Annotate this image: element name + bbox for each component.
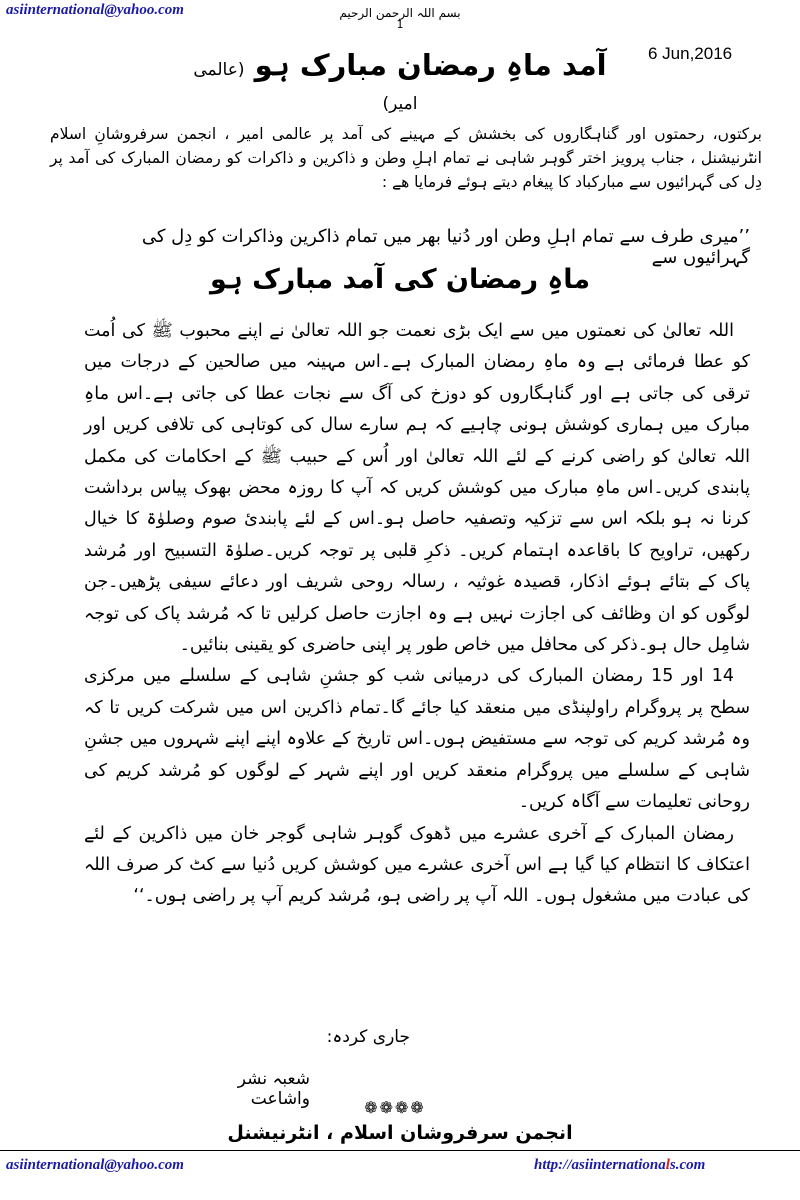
message-body xyxy=(84,316,750,913)
footer-divider xyxy=(0,1150,800,1151)
issuer-name: شعبہ نشر واشاعت xyxy=(237,1069,310,1109)
title-main: آمد ماہِ رمضان مبارک ہو xyxy=(254,48,607,82)
organization-name: انجمن سرفروشان اسلام ، انٹرنیشنل xyxy=(227,1122,573,1144)
date: 6 Jun,2016 xyxy=(648,44,733,63)
body-paragraph: 14 اور 15 رمضان المبارک کی درمیانی شب کو جشنِ شاہی کے سلسلے میں مرکزی سطح پر پروگرام راولپنڈی میں منعقد کیا جائے گا۔تمام ذاکرین اس میں شرکت کریں تا کہ وہ مُرشد کریم کی توجہ سے مستفیض ہوں۔اس تاریخ کے علاوہ اپنے اپنے شہروں میں جشنِ شاہی کے سلسلے میں پروگرام منعقد کریں اور اپنے شہر کے لوگوں کو مُرشد کریم کی روحانی تعلیمات سے آگاہ کریں۔ xyxy=(84,666,750,813)
issued-by-label: جاری کردہ: xyxy=(326,1027,410,1047)
flourish-ornament: ❁❁❁❁ xyxy=(364,1098,426,1117)
footer-website-link[interactable] xyxy=(534,1157,705,1174)
intro-paragraph: برکتوں، رحمتوں اور گناہگاروں کی بخشش کے مہینے کی آمد پر عالمی امیر ، انجمن سرفروشانِ اسلام انٹرنیشنل ، جناب پرویز اختر گوہر شاہی نے تمام اہلِ وطن و ذاکرین و ذاکرات کو رمضان المبارک کی آمد پر دِل کی گہرائیوں سے مبارکباد کا پیغام دیتے ہوئے فرمایا ھے : xyxy=(50,125,762,191)
url-accent: l xyxy=(665,1157,670,1173)
page-title xyxy=(180,48,620,116)
quote-line: ’’میری طرف سے تمام اہلِ وطن اور دُنیا بھر میں تمام ذاکرین وذاکرات کو دِل کی گہرائیوں سے xyxy=(141,226,750,268)
message-heading: ماہِ رمضان کی آمد مبارک ہو xyxy=(209,264,591,295)
page-number: 1 xyxy=(396,18,404,31)
footer-email[interactable]: asiinternational@yahoo.com xyxy=(6,1157,184,1173)
url-part-1: http://asiinternationa xyxy=(534,1157,666,1173)
body-paragraph: رمضان المبارک کے آخری عشرے میں ڈھوک گوہر شاہی گوجر خان میں ذاکرین کے لئے اعتکاف کا انتظام کیا گیا ہے اس آخری عشرے میں کوشش کریں دُنیا سے کٹ کر صرف اللہ کی عبادت میں مشغول ہوں۔ اللہ آپ پر راضی ہو، مُرشد کریم آپ پر راضی ہوں۔‘‘ xyxy=(84,823,750,907)
body-paragraph: اللہ تعالیٰ کی نعمتوں میں سے ایک بڑی نعمت جو اللہ تعالیٰ نے اپنے محبوب ﷺ کی اُمت کو عطا فرمائی ہے وہ ماہِ رمضان المبارک ہے۔اس مہینہ میں صالحین کے درجات میں ترقی کی جاتی ہے اور گناہگاروں کو دوزخ کی آگ سے نجات عطا کی جاتی ہے۔اس ماہِ مبارک میں ہماری کوشش ہونی چاہیے کہ ہم سارے سال کی کوتاہی کی تلافی کریں اور اللہ تعالیٰ کو راضی کرنے کے لئے اللہ تعالیٰ اور اُس کے حبیب ﷺ کے احکامات کی مکمل پابندی کریں۔اس ماہِ مبارک میں کوشش کریں کہ آپ کا روزہ محض بھوک پیاس برداشت کرنا نہ ہو بلکہ اس سے تزکیہ وتصفیہ حاصل ہو۔اس کے لئے پابندیٔ صوم وصلوٰۃ کا خیال رکھیں، تراویح کا باقاعدہ اہتمام کریں۔ ذکرِ قلبی پر توجہ کریں۔صلوٰۃ التسبیح اور مُرشد پاک کے بتائے ہوئے اذکار، قصیدہ غوثیہ ، رسالہ روحی شریف اور دعائے سیفی پڑھیں۔جن لوگوں کو ان وظائف کی اجازت نہیں ہے وہ اجازت حاصل کرلیں تا کہ مُرشد پاک کی توجہ شامِل حال ہو۔ذکر کی محافل میں خاص طور پر اپنی حاضری کو یقینی بنائیں۔ xyxy=(84,321,750,656)
header-email[interactable]: asiinternational@yahoo.com xyxy=(6,2,184,18)
title-sub: (عالمی امیر) xyxy=(193,60,418,114)
bismillah: بسم اللہ الرحمن الرحیم xyxy=(339,6,461,20)
url-part-2: s.com xyxy=(669,1157,706,1173)
